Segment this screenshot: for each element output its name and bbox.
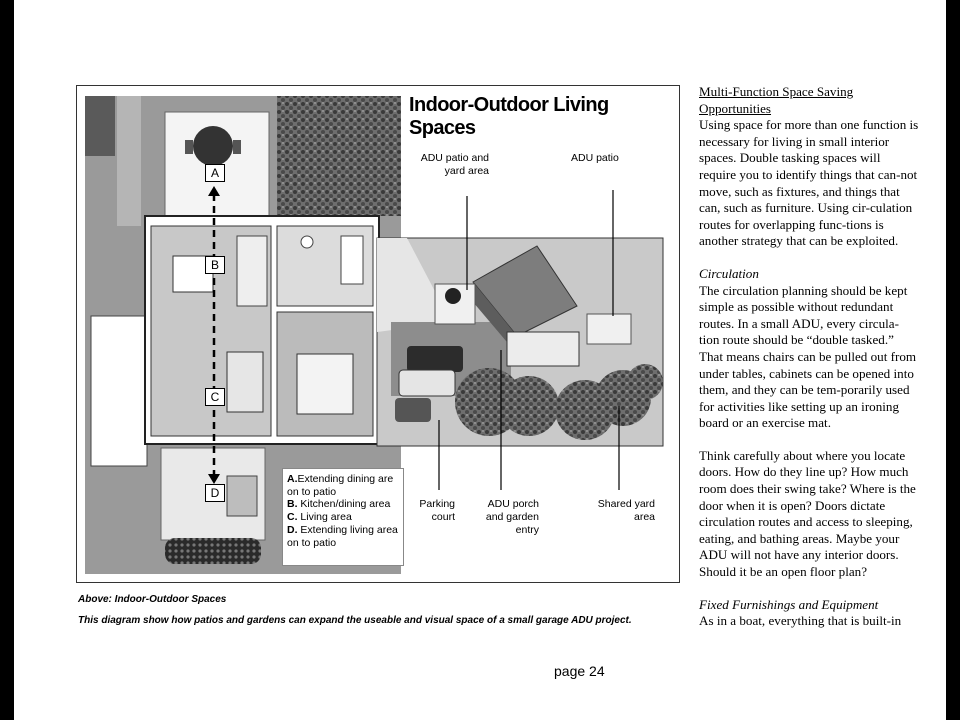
heading-fixed-furnishings: Fixed Furnishings and Equipment (699, 596, 879, 612)
page (14, 0, 946, 720)
point-d-marker: D (205, 484, 225, 502)
label-adu-patio-yard: ADU patio and yard area (420, 152, 489, 177)
legend-item: D. Extending living area on to patio (287, 523, 398, 549)
heading-multi-function: Multi-Function Space Saving (699, 84, 854, 99)
legend-item: B. Kitchen/dining area (287, 498, 391, 511)
paragraph: Using space for more than one function is necessary for living in small interior spaces. Double tasking spaces will require you to identify things that can-not move, such as fixtures, and things that can, such as furniture. Using cir-culation routes for overlapping func-tions is another strategy that can be exploited. (699, 117, 919, 249)
label-parking: Parking court (419, 498, 455, 523)
text-column (699, 84, 919, 630)
point-b-marker: B (205, 256, 225, 274)
figure-panel (76, 85, 680, 583)
paragraph: The circulation planning should be kept simple as possible without redundant routes. In a small ADU, every circula-tion route should be “double tasked.” That means chairs can be pulled out from under tables, cabinets can be opened into them, and they can be tem-porarily used for activities like setting up an ironing board or an exercise mat. (699, 282, 917, 431)
legend-item: A.Extending dining are on to patio (287, 473, 394, 498)
paragraph: Think carefully about where you locate doors. How do they line up? How much room does their swing take? Where is the door when it is open? Doors dictate circulation routes and access to sleeping, eating, and bathing areas. Maybe your ADU will not have any interior doors. Should it be an open floor plan? (699, 447, 916, 580)
paragraph: As in a boat, everything that is built-in (699, 613, 902, 629)
legend-item: C. Living area (287, 511, 352, 524)
caption-above: Above: Indoor-Outdoor Spaces (78, 594, 227, 605)
page-number: page 24 (554, 663, 605, 679)
label-shared-yard: Shared yard area (597, 498, 655, 523)
heading-circulation: Circulation (699, 265, 759, 281)
label-porch: ADU porch and garden entry (485, 498, 539, 536)
heading-multi-function-cont: Opportunities (699, 100, 772, 116)
point-a-marker: A (205, 164, 225, 182)
caption-description: This diagram show how patios and gardens can expand the useable and visual space of a small garage ADU project. (78, 615, 632, 626)
point-c-marker: C (205, 388, 225, 406)
figure-legend (282, 468, 404, 566)
figure-title: Indoor-Outdoor Living Spaces (409, 94, 609, 139)
label-adu-patio: ADU patio (571, 152, 619, 164)
